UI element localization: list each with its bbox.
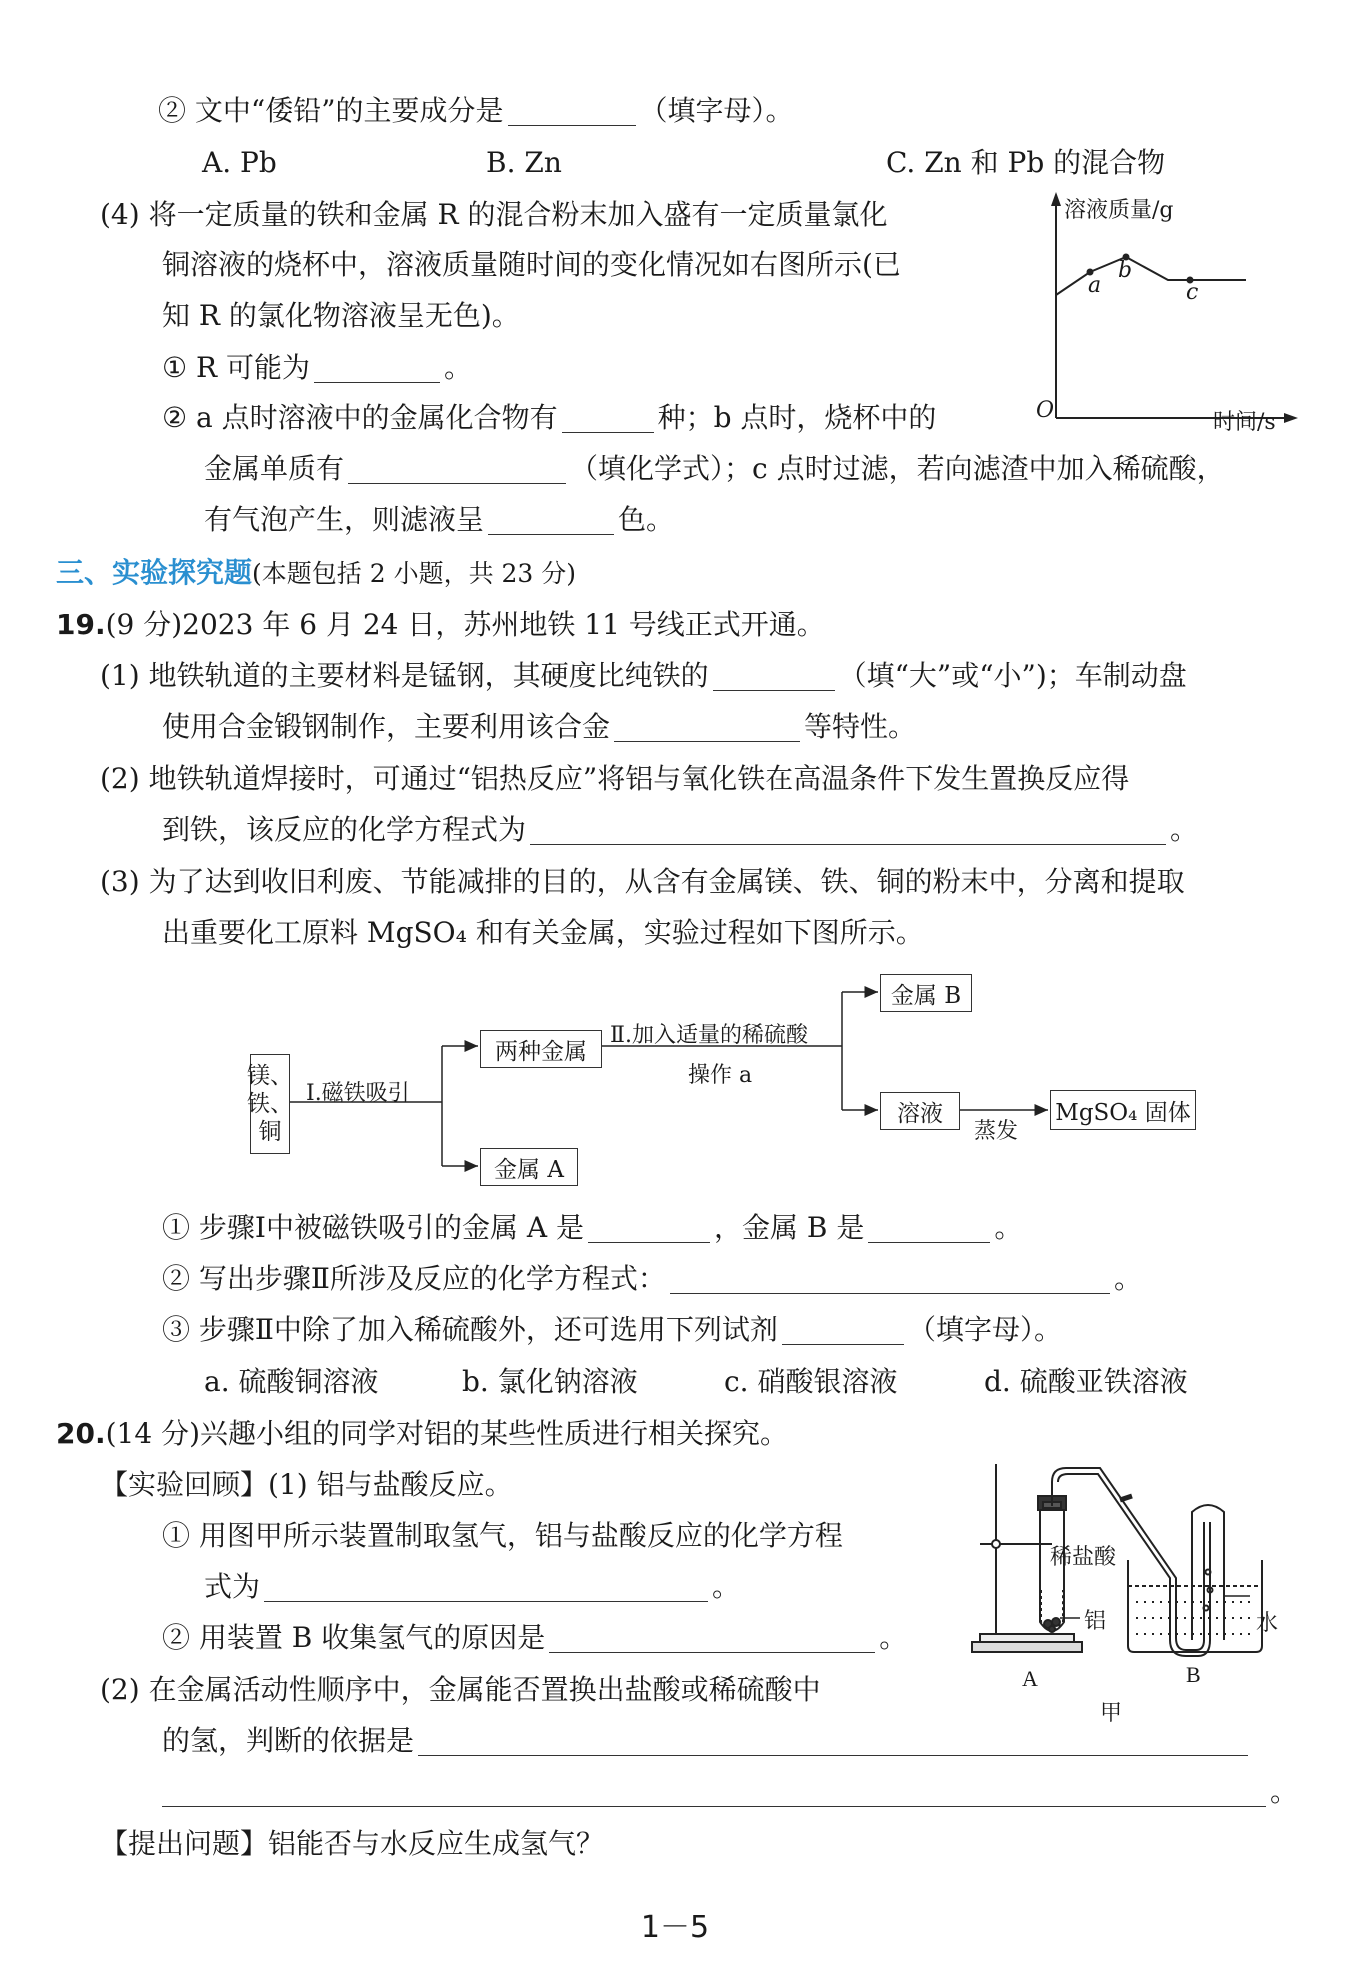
q19-part2-text: 到铁，该反应的化学方程式为: [162, 813, 527, 846]
answer-blank[interactable]: [418, 1727, 1248, 1756]
q18-part4-q1-tail: 。: [444, 351, 473, 384]
q20-question: 【提出问题】铝能否与水反应生成氢气？: [100, 1827, 605, 1860]
q19-part2-line1: (2) 地铁轨道焊接时，可通过“铝热反应”将铝与氧化铁在高温条件下发生置换反应得: [100, 762, 1130, 795]
answer-blank[interactable]: [868, 1214, 990, 1243]
q19-number: 19.: [56, 608, 106, 641]
apparatus-water-label: 水: [1256, 1611, 1279, 1636]
q20-review-q1: ① 用图甲所示装置制取氢气，铝与盐酸反应的化学方程: [162, 1519, 843, 1552]
q20-review-q2-text: ② 用装置 B 收集氢气的原因是: [162, 1621, 546, 1654]
q20-review-q2-end: 。: [879, 1621, 908, 1654]
section-title: 三、实验探究题: [56, 556, 253, 589]
section-note: (本题包括 2 小题，共 23 分): [252, 559, 577, 588]
page-number: 1－5: [640, 1910, 710, 1945]
answer-blank[interactable]: [588, 1214, 710, 1243]
flow-solution-box: 溶液: [880, 1092, 960, 1130]
flow-mgso4-box: MgSO₄ 固体: [1050, 1090, 1196, 1130]
q18-part4-q2-text3: 金属单质有: [204, 452, 345, 485]
q18-part4-q2-text2: 种；b 点时，烧杯中的: [657, 401, 937, 434]
flow-start-fe: 铁、: [247, 1091, 293, 1117]
q20-review-q1-end: 。: [712, 1570, 741, 1603]
option-a: A. Pb: [202, 146, 277, 179]
q19-sub1-end: 。: [994, 1211, 1023, 1244]
apparatus-label-b: B: [1186, 1662, 1201, 1687]
q20-part2-line3: [162, 1774, 1298, 1810]
q18-part4-q2-text6: 色。: [618, 503, 675, 536]
q19-option-b: b. 氯化钠溶液: [462, 1365, 638, 1398]
q18-part3-text: ② 文中“倭铅”的主要成分是: [158, 94, 504, 127]
q20-review: 【实验回顾】(1) 铝与盐酸反应。: [100, 1468, 513, 1501]
q19-part2-end: 。: [1170, 813, 1199, 846]
q18-part4-line3: 知 R 的氯化物溶液呈无色)。: [162, 299, 520, 332]
q19-option-d: d. 硫酸亚铁溶液: [984, 1365, 1188, 1398]
q18-part4-q2-text4: （填化学式）；c 点时过滤，若向滤渣中加入稀硫酸，: [570, 452, 1225, 485]
answer-blank[interactable]: [782, 1316, 904, 1345]
apparatus-figure: [960, 1462, 1300, 1682]
flow-evaporate-label: 蒸发: [974, 1119, 1019, 1144]
graph-point-c: c: [1186, 280, 1199, 305]
q20-number: 20.: [56, 1417, 106, 1450]
graph-point-b: b: [1118, 258, 1133, 283]
q19-sub3-text: ③ 步骤Ⅱ中除了加入稀硫酸外，还可选用下列试剂: [162, 1313, 778, 1346]
q19-sub2-text: ② 写出步骤Ⅱ所涉及反应的化学方程式：: [162, 1262, 666, 1295]
q20-part2-end: 。: [1270, 1775, 1299, 1808]
q19-part3-line2: 出重要化工原料 MgSO₄ 和有关金属，实验过程如下图所示。: [162, 916, 924, 949]
apparatus-al-label: 铝: [1084, 1609, 1107, 1634]
q19-part1-text: (1) 地铁轨道的主要材料是锰钢，其硬度比纯铁的: [100, 659, 709, 692]
q18-part4-q2-text5: 有气泡产生，则滤液呈: [204, 503, 485, 536]
q18-part4-q1-text: ① R 可能为: [162, 351, 310, 384]
q20-review-q2: [162, 1620, 907, 1656]
q20-part2-text: 的氢，判断的依据是: [162, 1724, 415, 1757]
graph-origin: O: [1036, 398, 1055, 423]
q20-part2-line1: (2) 在金属活动性顺序中，金属能否置换出盐酸或稀硫酸中: [100, 1673, 821, 1706]
q20-intro: (14 分)兴趣小组的同学对铝的某些性质进行相关探究。: [105, 1417, 788, 1450]
q20-intro-line: [56, 1416, 788, 1452]
flow-operation-a: 操作 a: [688, 1063, 753, 1088]
q18-part4-line1: (4) 将一定质量的铁和金属 R 的混合粉末加入盛有一定质量氯化: [100, 198, 888, 231]
q19-sub1: [162, 1210, 1022, 1246]
apparatus-label-a: A: [1022, 1666, 1038, 1691]
flow-step2-label: Ⅱ.加入适量的稀硫酸: [610, 1023, 808, 1048]
q19-sub2-end: 。: [1113, 1262, 1142, 1295]
q20-review-q1-text: 式为: [204, 1570, 261, 1603]
answer-blank[interactable]: [549, 1624, 875, 1653]
q20-part2-line2: [162, 1723, 1252, 1759]
graph-xlabel: 时间/s: [1213, 410, 1276, 435]
answer-blank[interactable]: [670, 1265, 1110, 1294]
q18-part4-q2-text: ② a 点时溶液中的金属化合物有: [162, 401, 558, 434]
flow-step1-label: Ⅰ.磁铁吸引: [306, 1081, 410, 1106]
q19-sub2: [162, 1261, 1142, 1297]
flow-metal-a-box: 金属 A: [480, 1148, 578, 1186]
q19-part1-text4: 等特性。: [804, 710, 917, 743]
graph-ylabel: 溶液质量/g: [1064, 198, 1174, 223]
flow-start-box: [247, 1054, 293, 1154]
q19-sub3-end: （填字母）。: [907, 1313, 1062, 1346]
q19-option-a: a. 硫酸铜溶液: [204, 1365, 379, 1398]
answer-blank[interactable]: [264, 1573, 708, 1602]
q19-intro: (9 分)2023 年 6 月 24 日，苏州地铁 11 号线正式开通。: [105, 608, 825, 641]
q19-part1-text2: （填“大”或“小”)；车制动盘: [838, 659, 1187, 692]
q19-sub1-text: ① 步骤Ⅰ中被磁铁吸引的金属 A 是: [162, 1211, 584, 1244]
q19-sub3: [162, 1312, 1062, 1348]
q19-part1-text3: 使用合金锻钢制作，主要利用该合金: [162, 710, 611, 743]
q19-sub1-text2: ，金属 B 是: [713, 1211, 865, 1244]
option-c: C. Zn 和 Pb 的混合物: [886, 146, 1166, 179]
answer-blank[interactable]: [162, 1778, 1266, 1807]
q19-part3-line1: (3) 为了达到收旧利废、节能减排的目的，从含有金属镁、铁、铜的粉末中，分离和提取: [100, 865, 1185, 898]
flow-two-metals-box: 两种金属: [480, 1030, 602, 1068]
graph-point-a: a: [1088, 273, 1102, 298]
flow-start-cu: 铜: [258, 1119, 282, 1145]
q18-part4-line2: 铜溶液的烧杯中，溶液质量随时间的变化情况如右图所示(已: [162, 248, 901, 281]
q20-review-q1-cont: [204, 1569, 740, 1605]
q19-option-c: c. 硝酸银溶液: [724, 1365, 898, 1398]
apparatus-caption: 甲: [1100, 1701, 1123, 1726]
flow-start-mg: 镁、: [247, 1063, 293, 1089]
option-b: B. Zn: [486, 146, 562, 179]
q18-part3-tail: （填字母）。: [639, 94, 794, 127]
flow-metal-b-box: 金属 B: [880, 974, 972, 1012]
apparatus-acid-label: 稀盐酸: [1050, 1545, 1117, 1570]
